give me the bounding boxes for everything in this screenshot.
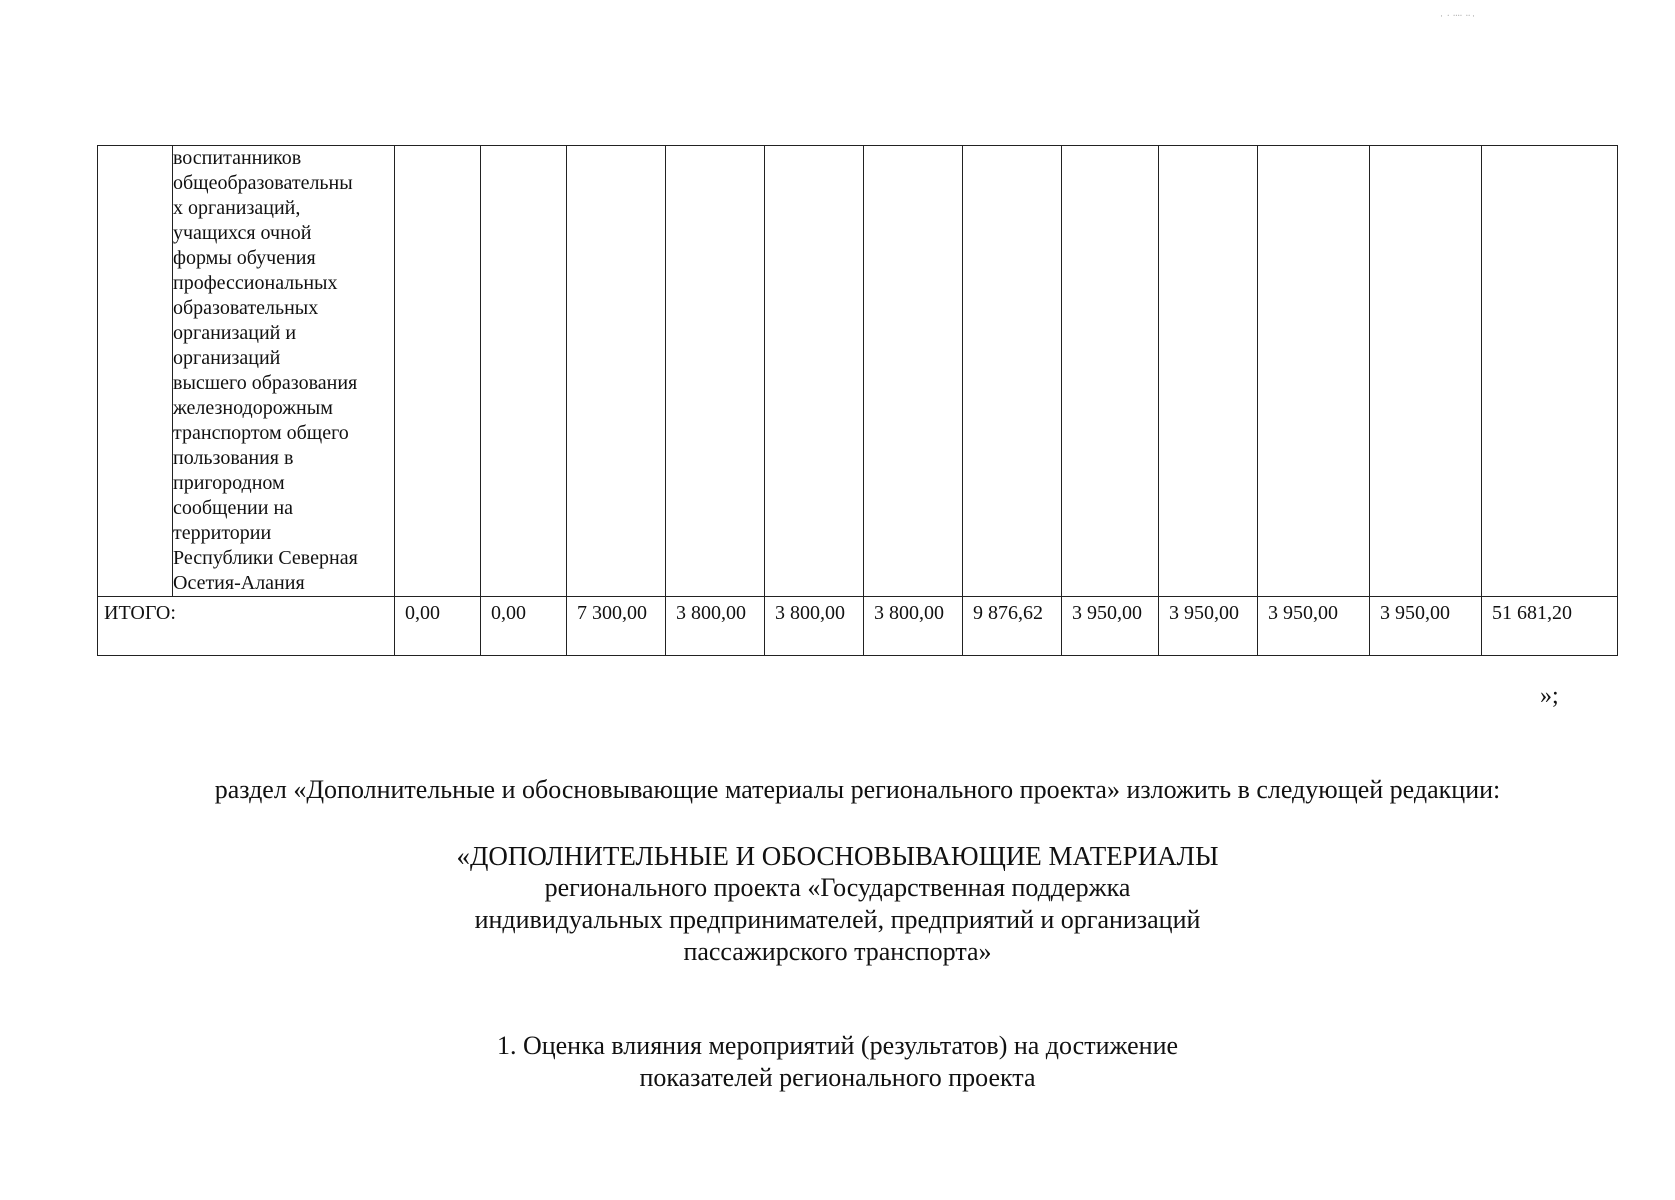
row-description-cell: воспитанников общеобразовательны х организаций, учащихся очной формы обучения профессиональных образовательных организаций и организаций высшего образования железнодорожным транспортом общего пользования в пригородном сообщении на территории Республики Северная Осетия-Алания <box>173 146 395 597</box>
table-row <box>98 146 1618 597</box>
total-value: 3 800,00 <box>666 597 765 656</box>
instruction-paragraph <box>0 775 1675 805</box>
heading-line: индивидуальных предпринимателей, предприятий и организаций <box>474 905 1201 934</box>
table-cell <box>481 146 567 597</box>
total-value: 51 681,20 <box>1482 597 1618 656</box>
heading-line: регионального проекта «Государственная поддержка <box>544 873 1131 902</box>
subsection-heading <box>0 1030 1675 1094</box>
table-cell <box>1159 146 1258 597</box>
total-row <box>98 597 1618 656</box>
table-cell <box>395 146 481 597</box>
table-cell <box>864 146 963 597</box>
heading-line: пассажирского транспорта» <box>683 937 992 966</box>
subheading-line: показателей регионального проекта <box>639 1063 1036 1092</box>
table-cell <box>765 146 864 597</box>
table-cell <box>1062 146 1159 597</box>
total-value: 3 800,00 <box>765 597 864 656</box>
total-value: 3 800,00 <box>864 597 963 656</box>
total-value: 3 950,00 <box>1159 597 1258 656</box>
total-value: 0,00 <box>395 597 481 656</box>
table-cell <box>567 146 666 597</box>
table-cell <box>666 146 765 597</box>
total-value: 3 950,00 <box>1258 597 1370 656</box>
total-value: 3 950,00 <box>1062 597 1159 656</box>
subheading-line: 1. Оценка влияния мероприятий (результатов) на достижение <box>496 1031 1179 1060</box>
table-cell <box>963 146 1062 597</box>
row-number-cell <box>98 146 173 597</box>
scan-artifact: · ᠂ ᠁ ᠃ · <box>1440 11 1476 21</box>
closing-quote: »; <box>1540 683 1559 709</box>
total-label: ИТОГО: <box>98 597 395 656</box>
total-value: 7 300,00 <box>567 597 666 656</box>
table-cell <box>1370 146 1482 597</box>
total-value: 9 876,62 <box>963 597 1062 656</box>
total-value: 3 950,00 <box>1370 597 1482 656</box>
heading-line: «ДОПОЛНИТЕЛЬНЫЕ И ОБОСНОВЫВАЮЩИЕ МАТЕРИАЛЫ <box>456 841 1219 871</box>
table-cell <box>1482 146 1618 597</box>
table-cell <box>1258 146 1370 597</box>
total-value: 0,00 <box>481 597 567 656</box>
instruction-text: раздел «Дополнительные и обосновывающие материалы регионального проекта» изложить в следующей редакции: <box>214 775 1501 804</box>
funding-table <box>97 145 1618 656</box>
section-heading <box>0 840 1675 968</box>
